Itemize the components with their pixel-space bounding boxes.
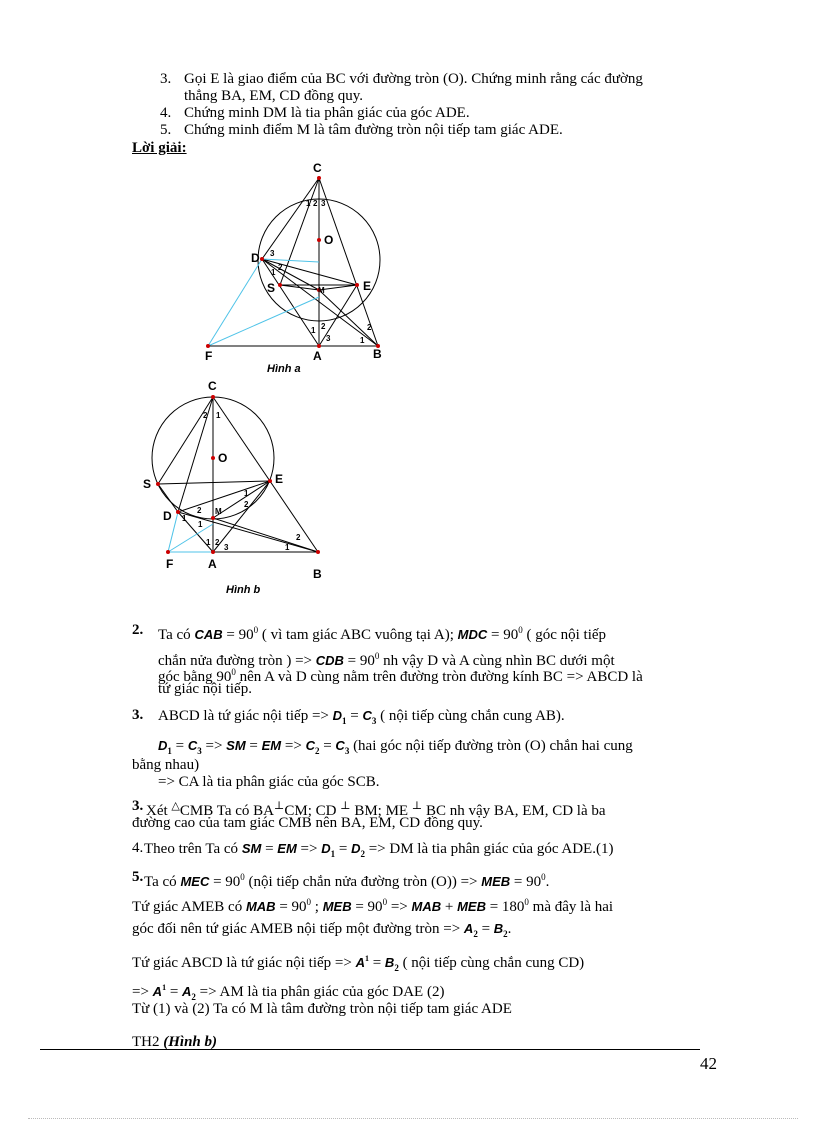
fig-a-angle-c1: 1 [306, 199, 311, 208]
figure-b [140, 375, 340, 600]
fig-a-angle-b1: 1 [360, 336, 365, 345]
intro-item-4-line-1: Chứng minh DM là tia phân giác của góc ADE. [184, 105, 470, 121]
arc-sm: SM [226, 738, 246, 753]
p5-line-4: Tứ giác ABCD là tứ giác nội tiếp => $A^1 = B_2$ ( nội tiếp cùng chắn cung CD) [132, 954, 585, 973]
fig-a-angle-a1: 1 [311, 326, 316, 335]
fig-b-angle-c2: 2 [203, 411, 208, 420]
p5-line-3: góc đối nên tứ giác AMEB nội tiếp một đường tròn => $A_2 = B_2$. [132, 921, 512, 939]
fig-b-angle-a3: 3 [224, 543, 229, 552]
p2-line-4: tứ giác nội tiếp. [158, 681, 252, 697]
th2-heading: TH2 (Hình b) [132, 1034, 218, 1050]
angle-mdc: MDC [457, 627, 488, 642]
p3b-line-2: đường cao của tam giác CMB nên BA, EM, CD đồng quy. [132, 815, 483, 831]
p5-line-1: Ta có MEC = $90^0$ (nội tiếp chắn nửa đường tròn (O)) => MEB = $90^0$. [144, 872, 550, 890]
intro-item-5-line-1: Chứng minh điểm M là tâm đường tròn nội tiếp tam giác ADE. [184, 122, 563, 138]
fig-b-label-m: M [215, 507, 222, 516]
p2-number: 2. [132, 622, 144, 638]
arc-em: EM [261, 738, 282, 753]
fig-b-angle-d1a: 1 [182, 514, 187, 523]
fig-b-label-e: E [275, 472, 284, 486]
fig-a-label-s: S [267, 281, 276, 295]
p5-number: 5. [132, 869, 144, 885]
fig-b-angle-d2: 2 [197, 506, 202, 515]
fig-b-label-f: F [166, 557, 174, 571]
p5-line-2: Tứ giác AMEB có MAB = $90^0$ ; MEB = $90^0$ => MAB + MEB = $180^0$ mà đây là hai [132, 897, 614, 915]
solution-heading: Lời giải: [132, 140, 187, 156]
page-bottom-dotted-line [28, 1118, 798, 1119]
fig-a-angle-d2: 2 [278, 263, 283, 272]
p2-line-3: góc bằng $90^0$ nên A và D cùng nằm trên đường tròn đường kính BC => ABCD là [158, 667, 643, 685]
fig-a-label-d: D [251, 251, 260, 265]
fig-b-label-d: D [163, 509, 172, 523]
fig-b-label-a: A [208, 557, 217, 571]
p3-line-2: $D_1 = C_3$ => SM = EM => $C_2 = C_3$ (hai góc nội tiếp đường tròn (O) chắn hai cung [158, 738, 633, 756]
fig-b-label-c: C [208, 379, 217, 393]
angle-cdb: CDB [315, 653, 344, 668]
fig-b-label-s: S [143, 477, 152, 491]
fig-a-label-a: A [313, 349, 322, 363]
p3b-number: 3. [132, 798, 144, 814]
fig-b-angle-b2: 2 [296, 533, 301, 542]
footer-rule [40, 1049, 700, 1050]
fig-a-angle-a3: 3 [326, 334, 331, 343]
figure-a [190, 160, 400, 380]
intro-item-3-line-1: Gọi E là giao điểm của BC với đường tròn (O). Chứng minh rằng các đường [184, 71, 643, 87]
fig-a-angle-a2: 2 [321, 322, 326, 331]
fig-b-angle-c1: 1 [216, 411, 221, 420]
fig-b-angle-b1: 1 [285, 543, 290, 552]
p3-number: 3. [132, 707, 144, 723]
p5-line-5: => $A^1 = A_2$ => AM là tia phân giác của góc DAE (2) [132, 983, 445, 1002]
fig-a-caption: Hình a [267, 363, 301, 375]
intro-item-3-number: 3. [160, 71, 172, 87]
fig-a-label-c: C [313, 161, 322, 175]
intro-item-3-line-2: thẳng BA, EM, CD đồng quy. [184, 88, 364, 104]
fig-b-angle-a2: 2 [215, 538, 220, 547]
p4-number: 4. [132, 840, 144, 856]
p4-line-1: Theo trên Ta có SM = EM => $D_1 = D_2$ => DM là tia phân giác của góc ADE.(1) [144, 841, 614, 859]
p5-line-6: Từ (1) và (2) Ta có M là tâm đường tròn nội tiếp tam giác ADE [132, 1001, 512, 1017]
fig-b-label-b: B [313, 567, 322, 581]
p3-line-3: bằng nhau) [132, 757, 200, 773]
p3b-line-1: Xét △CMB Ta có BA⊥CM; CD ⊥ BM; ME ⊥ BC nh vậy BA, EM, CD là ba [146, 800, 606, 819]
fig-a-label-m: M [318, 286, 325, 295]
fig-b-label-o: O [218, 451, 228, 465]
fig-a-angle-c3: 3 [321, 199, 326, 208]
fig-b-angle-e2: 2 [244, 500, 249, 509]
fig-b-angle-a1: 1 [206, 538, 211, 547]
page-number: 42 [700, 1054, 717, 1073]
fig-a-angle-d3: 3 [270, 249, 275, 258]
intro-item-5-number: 5. [160, 122, 172, 138]
p2-line-1: Ta có CAB = $90^0$ ( vì tam giác ABC vuông tại A); MDC = $90^0$ ( góc nội tiếp [158, 625, 607, 643]
fig-a-angle-b2: 2 [367, 323, 372, 332]
fig-b-angle-e1: 1 [244, 489, 249, 498]
fig-a-label-b: B [373, 347, 382, 361]
fig-a-label-e: E [363, 279, 372, 293]
p3-line-4: => CA là tia phân giác của góc SCB. [158, 774, 380, 790]
p2-line-2: chắn nửa đường tròn ) => CDB = $90^0$ nh vậy D và A cùng nhìn BC dưới một [158, 651, 615, 669]
p3-line-1: ABCD là tứ giác nội tiếp => $D_1 = C_3$ ( nội tiếp cùng chắn cung AB). [158, 708, 565, 726]
fig-b-caption: Hình b [226, 584, 261, 596]
intro-item-4-number: 4. [160, 105, 172, 121]
angle-cab: CAB [194, 627, 223, 642]
fig-a-label-o: O [324, 233, 334, 247]
fig-a-angle-d1: 1 [271, 268, 276, 277]
fig-b-angle-d1b: 1 [198, 520, 203, 529]
fig-a-label-f: F [205, 349, 213, 363]
fig-a-angle-c2: 2 [313, 199, 318, 208]
